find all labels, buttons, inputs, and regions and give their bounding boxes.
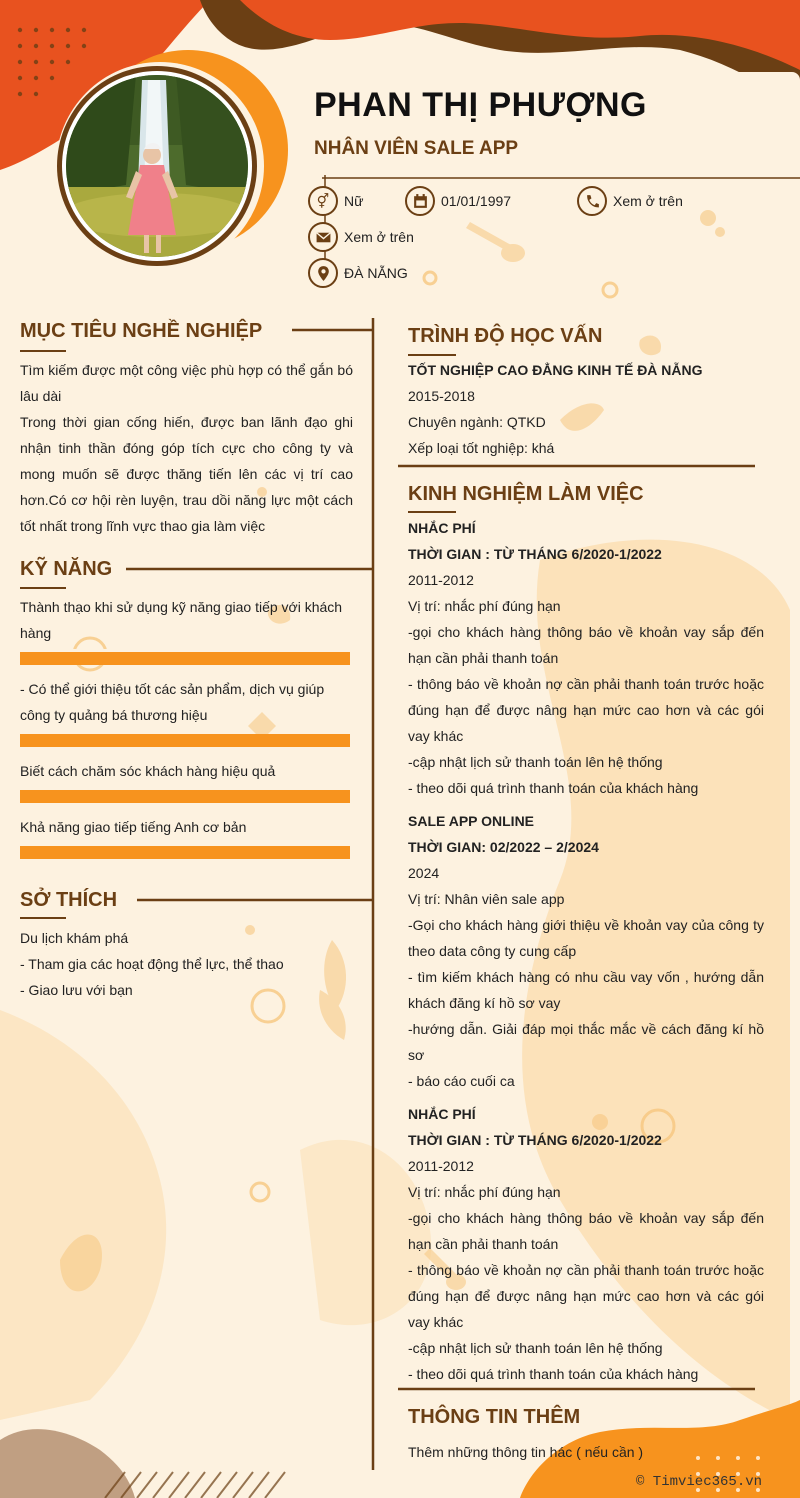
job-years: 2024 — [408, 865, 440, 881]
objective-p2: Trong thời gian cống hiến, được ban lãnh đạo ghi nhận tinh thần đóng góp tích cực cho công ty và mong muốn sẽ được thăng tiến lên các vị trí cao hơn.Có cơ hội rèn luyện, trau dồi năng lực một cách tốt nhất trong lĩnh vực thao gia làm việc — [20, 414, 353, 534]
objective-text — [20, 357, 353, 539]
objective-p1: Tìm kiếm được một công việc phù hợp có thể gắn bó lâu dài — [20, 362, 353, 404]
skill-bar-fill — [20, 790, 350, 803]
experience-job — [408, 1101, 764, 1387]
watermark: © Timviec365.vn — [636, 1474, 763, 1490]
job-years: 2011-2012 — [408, 1158, 474, 1174]
skill-bar-fill — [20, 734, 350, 747]
job-duty: - thông báo về khoản nợ cần phải thanh toán trước hoặc đúng hạn để được nâng hạn mức cao hơn và các gói vay khác — [408, 676, 764, 744]
education-grade: Xếp loại tốt nghiệp: khá — [408, 440, 555, 456]
job-period: THỜI GIAN : TỪ THÁNG 6/2020-1/2022 — [408, 546, 662, 562]
skill-item: Khả năng giao tiếp tiếng Anh cơ bản — [20, 819, 247, 835]
skill-bar — [20, 649, 350, 665]
experience-title: KINH NGHIỆM LÀM VIỆC — [408, 483, 644, 505]
hobbies-list — [20, 925, 353, 1003]
email-value: Xem ở trên — [344, 229, 414, 245]
job-duty: -cập nhật lịch sử thanh toán lên hệ thống — [408, 754, 663, 770]
hobby-item: - Giao lưu với bạn — [20, 982, 133, 998]
job-company: SALE APP ONLINE — [408, 813, 535, 829]
candidate-name: PHAN THỊ PHƯỢNG — [314, 86, 647, 124]
job-duty: - tìm kiếm khách hàng có nhu cầu vay vốn , hướng dẫn khách đăng kí hồ sơ vay — [408, 969, 764, 1011]
skills-title: KỸ NĂNG — [20, 558, 113, 580]
job-duty: -gọi cho khách hàng thông báo về khoản vay sắp đến hạn cần phải thanh toán — [408, 624, 764, 666]
skill-bar — [20, 731, 350, 747]
education-years: 2015-2018 — [408, 388, 475, 404]
job-years: 2011-2012 — [408, 572, 474, 588]
education-title: TRÌNH ĐỘ HỌC VẤN — [408, 325, 603, 347]
education-school: TỐT NGHIỆP CAO ĐẲNG KINH TẾ ĐÀ NẴNG — [408, 362, 703, 378]
experience-job — [408, 515, 764, 801]
job-duty: -gọi cho khách hàng thông báo về khoản vay sắp đến hạn cần phải thanh toán — [408, 1210, 764, 1252]
extra-info-text: Thêm những thông tin hác ( nếu cần ) — [408, 1444, 644, 1460]
education-major: Chuyên ngành: QTKD — [408, 414, 546, 430]
hobby-item: Du lịch khám phá — [20, 930, 129, 946]
hobbies-title: SỞ THÍCH — [20, 889, 118, 911]
address-value: ĐÀ NẴNG — [344, 265, 408, 281]
skill-bar-fill — [20, 846, 350, 859]
job-period: THỜI GIAN: 02/2022 – 2/2024 — [408, 839, 599, 855]
skill-item: Thành thạo khi sử dụng kỹ năng giao tiếp với khách hàng — [20, 599, 343, 641]
skill-item: Biết cách chăm sóc khách hàng hiệu quả — [20, 763, 276, 779]
skill-bar — [20, 843, 350, 859]
job-duty: -cập nhật lịch sử thanh toán lên hệ thống — [408, 1340, 663, 1356]
job-duty: -Gọi cho khách hàng giới thiệu về khoản vay của công ty theo data công ty cung cấp — [408, 917, 764, 959]
phone-value: Xem ở trên — [613, 193, 683, 209]
skill-item: - Có thể giới thiệu tốt các sản phẩm, dịch vụ giúp công ty quảng bá thương hiệu — [20, 681, 325, 723]
job-duty: - theo dõi quá trình thanh toán của khách hàng — [408, 780, 699, 796]
job-position: Vị trí: nhắc phí đúng hạn — [408, 1184, 561, 1200]
skill-bar — [20, 787, 350, 803]
gender-value: Nữ — [344, 193, 364, 209]
job-duty: - báo cáo cuối ca — [408, 1073, 515, 1089]
job-duty: - theo dõi quá trình thanh toán của khách hàng — [408, 1366, 699, 1382]
job-duty: -hướng dẫn. Giải đáp mọi thắc mắc về cách đăng kí hồ sơ — [408, 1021, 764, 1063]
birthdate-value: 01/01/1997 — [441, 193, 512, 209]
hobby-item: - Tham gia các hoạt động thể lực, thể thao — [20, 956, 284, 972]
objective-title: MỤC TIÊU NGHỀ NGHIỆP — [20, 320, 263, 342]
job-position: Vị trí: Nhân viên sale app — [408, 891, 565, 907]
skill-bar-fill — [20, 652, 350, 665]
experience-job — [408, 808, 764, 1094]
job-title: NHÂN VIÊN SALE APP — [314, 138, 519, 159]
job-duty: - thông báo về khoản nợ cần phải thanh toán trước hoặc đúng hạn để được nâng hạn mức cao hơn và các gói vay khác — [408, 1262, 764, 1330]
job-position: Vị trí: nhắc phí đúng hạn — [408, 598, 561, 614]
job-period: THỜI GIAN : TỪ THÁNG 6/2020-1/2022 — [408, 1132, 662, 1148]
education-details — [408, 357, 764, 461]
job-company: NHẮC PHÍ — [408, 520, 476, 536]
extra-info-title: THÔNG TIN THÊM — [408, 1406, 581, 1428]
gender-icon: ⚥ — [308, 186, 338, 216]
job-company: NHẮC PHÍ — [408, 1106, 476, 1122]
